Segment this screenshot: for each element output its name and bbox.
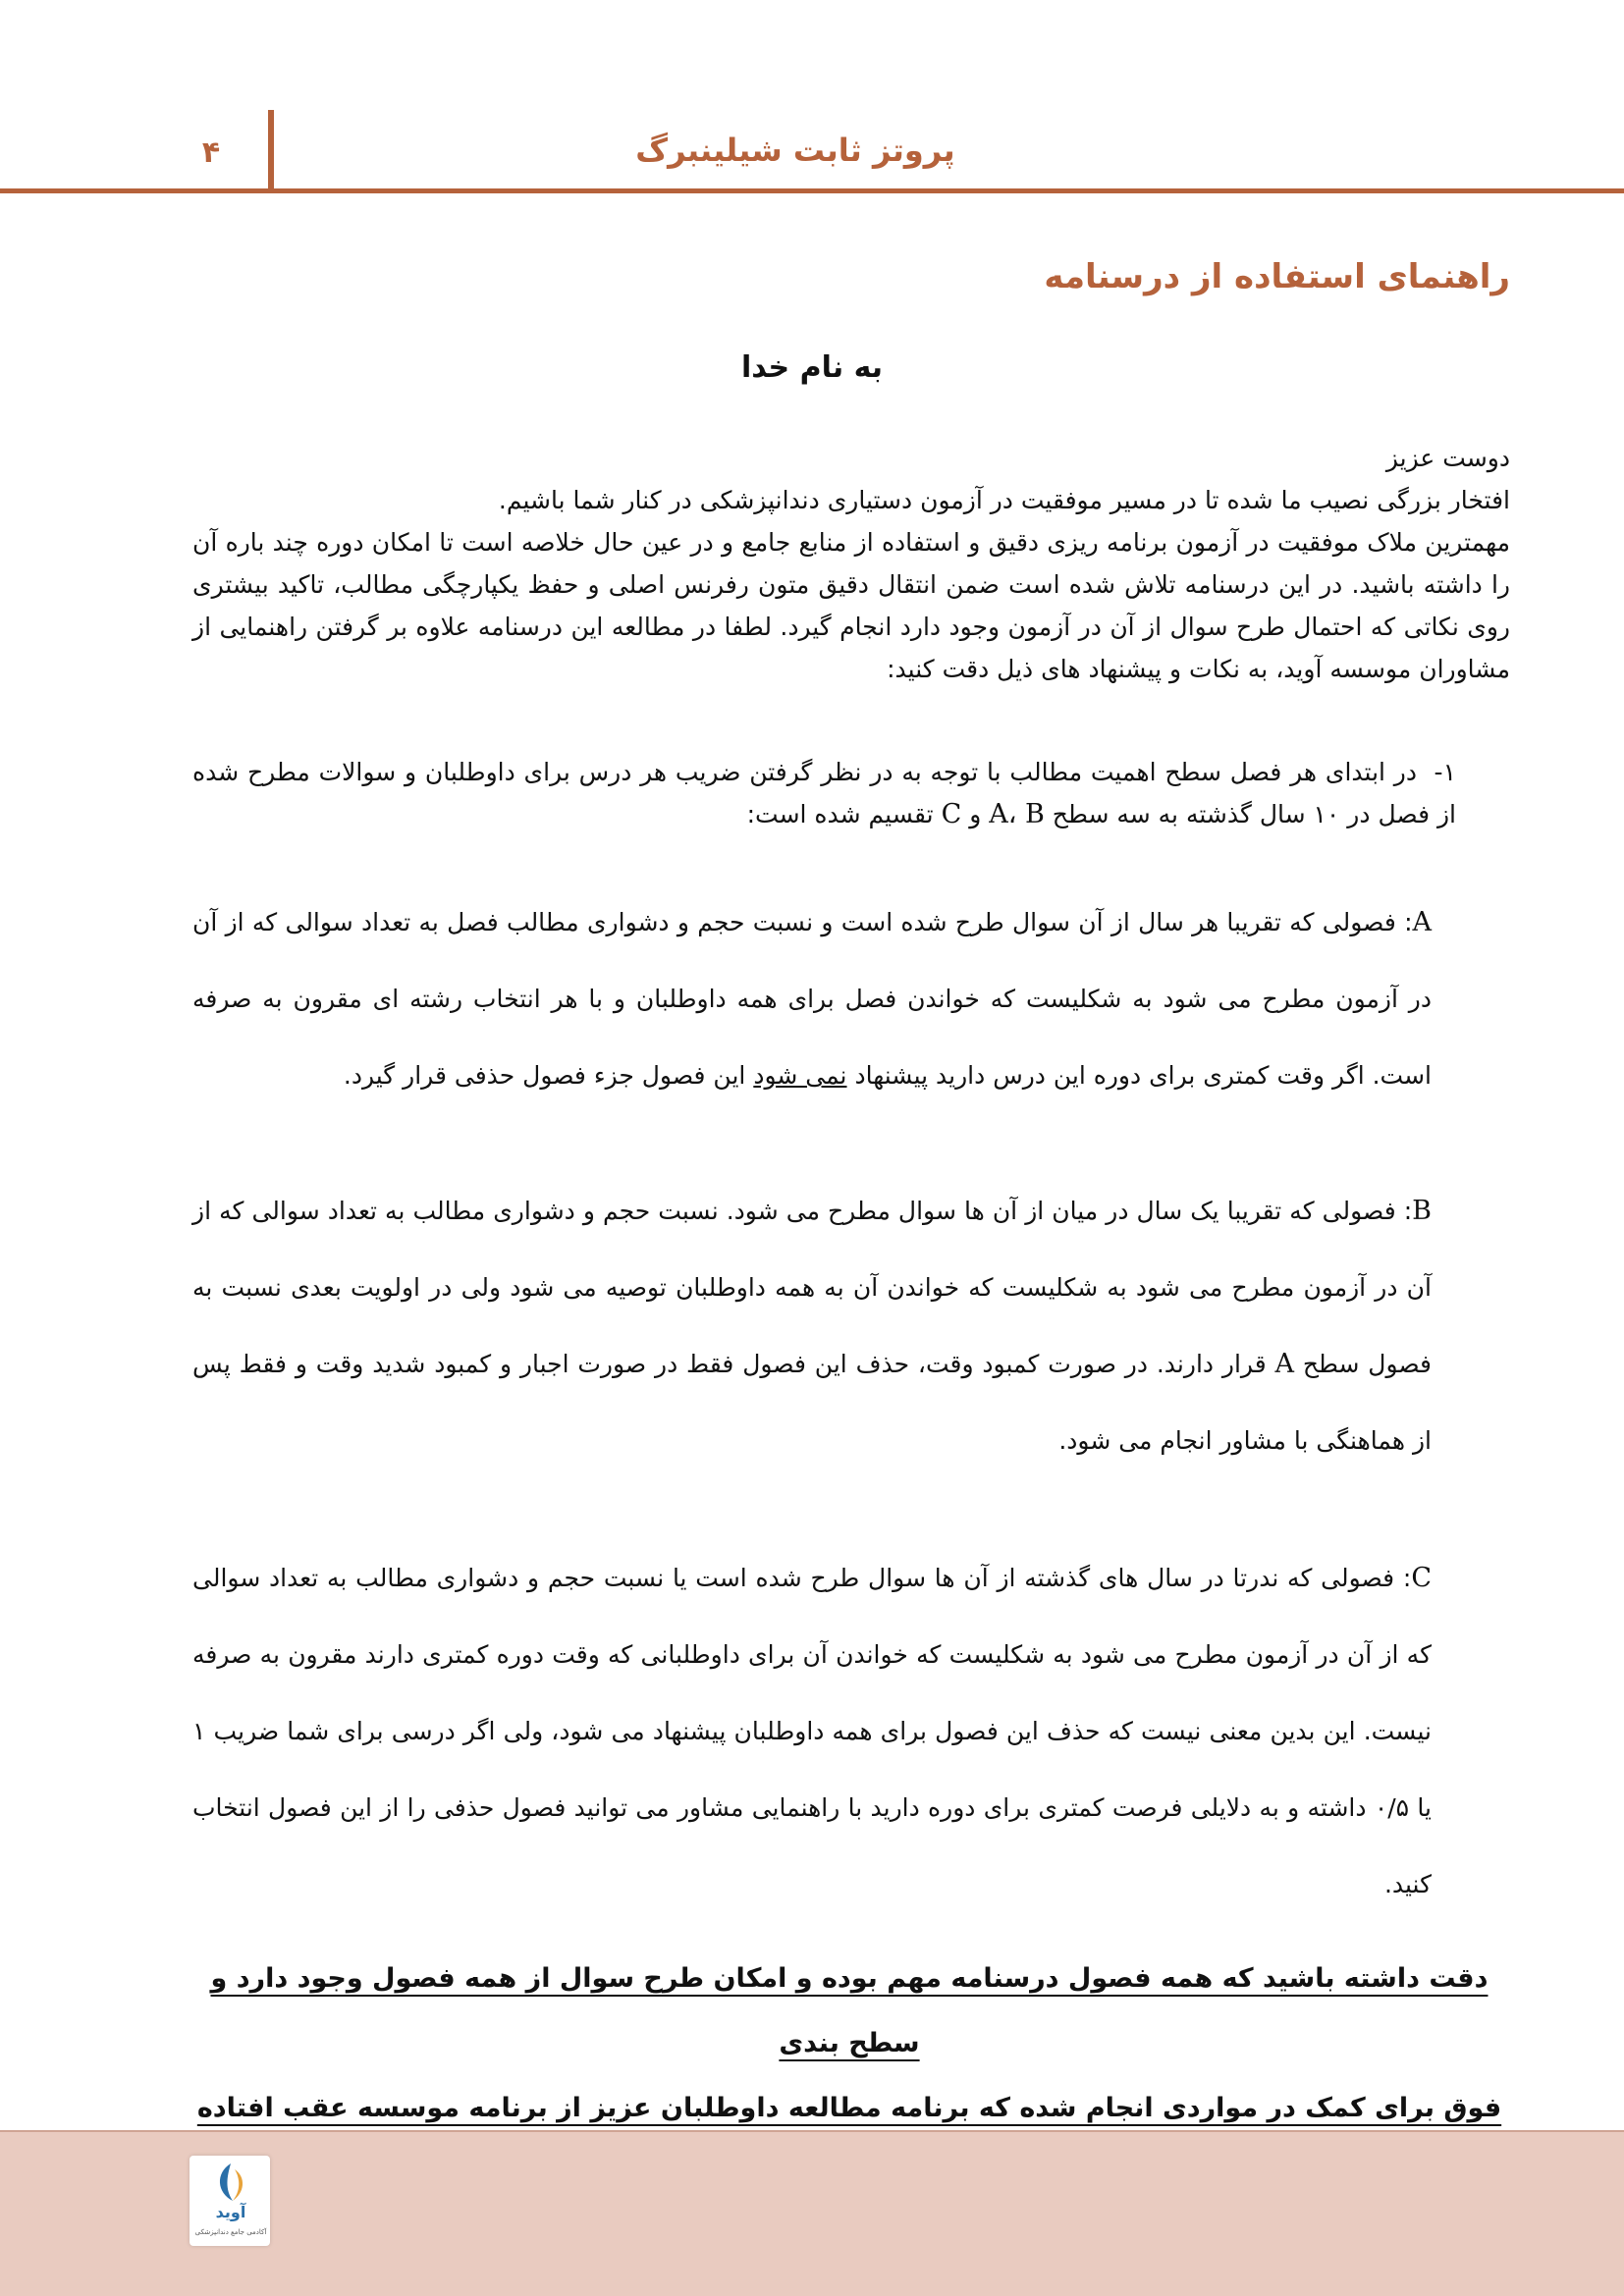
header-divider	[268, 110, 274, 190]
item1-and: و	[961, 800, 990, 828]
note-line-2: فوق برای کمک در مواردی انجام شده که برنامه مطالعه داوطلبان عزیز از برنامه موسسه عقب افتاده	[196, 2093, 1502, 2123]
level-c-letter: C	[1411, 1563, 1432, 1593]
header-rule	[0, 188, 1624, 193]
level-a-paragraph	[192, 884, 1432, 1114]
level-b-letter: B	[1412, 1196, 1432, 1226]
intro-block	[192, 437, 1510, 690]
greeting: دوست عزیز	[1385, 444, 1510, 472]
intro-paragraph: مهمترین ملاک موفقیت در آزمون برنامه ریزی دقیق و استفاده از منابع جامع و در عین حال خلاصه است تا امکان دوره چند باره آن را داشته باشید. در این درسنامه تلاش شده است ضمن انتقال دقیق متون رفرنس اصلی و حفظ یکپارچگی مطالب، تاکید بیشتری روی نکاتی که احتمال طرح سوال از آن در آزمون وجود دارد انجام گیرد. لطفا در مطالعه این درسنامه علاوه بر گرفتن راهنمایی از مشاوران موسسه آوید، به نکات و پیشنهاد های ذیل دقت کنید:	[192, 528, 1510, 683]
level-b-ref-a: A	[1274, 1349, 1294, 1379]
level-b-paragraph	[192, 1173, 1432, 1479]
level-a-block	[192, 884, 1432, 1114]
level-b-text1: : فصولی که تقریبا یک سال در میان از آن ها سوال مطرح می شود. نسبت حجم و دشواری مطالب به تعداد سوالی که از آن در آزمون مطرح می شود به شکلیست که خواندن آن به همه داوطلبان توصیه می شود ولی در اولویت بعدی نسبت به فصول سطح	[192, 1197, 1432, 1378]
level-c-block	[192, 1540, 1432, 1923]
list-item-1	[192, 751, 1510, 835]
level-c-label: C	[941, 799, 962, 829]
page-number: ۴	[201, 135, 221, 170]
note-line-1: دقت داشته باشید که همه فصول درسنامه مهم بوده و امکان طرح سوال از همه فصول وجود دارد و سطح بندی	[210, 1963, 1489, 2058]
level-b-block	[192, 1173, 1432, 1479]
item1-text-before: در ابتدای هر فصل سطح اهمیت مطالب با توجه به در نظر گرفتن ضریب هر درس برای داوطلبان و سوالات مطرح شده از فصل در ۱۰ سال گذشته به سه سطح	[192, 758, 1456, 828]
level-b-text2: قرار دارند. در صورت کمبود وقت، حذف این فصول فقط در صورت اجبار و کمبود شدید وقت و فقط پس از هماهنگی با مشاور انجام می شود.	[192, 1350, 1432, 1455]
list-item-number: ۱-	[1434, 758, 1456, 786]
section-heading: راهنمای استفاده از درسنامه	[1044, 257, 1510, 296]
level-a-text1: : فصولی که تقریبا هر سال از آن سوال طرح شده است و نسبت حجم و دشواری مطالب فصل به تعداد سوالی که از آن در آزمون مطرح می شود به شکلیست که خواندن فصل برای همه داوطلبان و با هر انتخاب رشته ای مقرون به صرفه است. اگر وقت کمتری برای دوره این درس دارید پیشنهاد	[192, 908, 1432, 1090]
logo-text: آوید	[215, 2203, 246, 2221]
level-a-text2: این فصول جزء فصول حذفی قرار گیرد.	[343, 1061, 754, 1090]
level-c-text: : فصولی که ندرتا در سال های گذشته از آن ها سوال طرح شده است یا نسبت حجم و دشواری مطالب به تعداد سوالی که از آن در آزمون مطرح می شود به شکلیست که خواندن آن برای داوطلبانی که وقت دوره کمتری دارند مقرون به صرفه نیست. این بدین معنی نیست که حذف این فصول برای همه داوطلبان پیشنهاد می شود، ولی اگر درسی برای شما ضریب ۱ یا ۰/۵ داشته و به دلایلی فرصت کمتری برای دوره دارید با راهنمایی مشاور می توانید فصول حذفی را از این فصول انتخاب کنید.	[192, 1564, 1432, 1898]
flame-logo-icon	[195, 2160, 264, 2205]
avid-logo	[189, 2156, 270, 2246]
levels-ab: A، B	[989, 799, 1045, 829]
header-title: پروتز ثابت شیلینبرگ	[635, 132, 955, 169]
level-a-underlined: نمی شود	[753, 1061, 847, 1090]
list-item-1-text	[192, 751, 1510, 835]
level-c-paragraph	[192, 1540, 1432, 1923]
invocation: به نام خدا	[740, 350, 884, 385]
intro-line: افتخار بزرگی نصیب ما شده تا در مسیر موفقیت در آزمون دستیاری دندانپزشکی در کنار شما باشیم.	[498, 486, 1510, 514]
level-a-letter: A	[1412, 907, 1432, 937]
logo-subtext: آکادمی جامع دندانپزشکی	[194, 2228, 267, 2236]
page-header	[0, 0, 1624, 196]
item1-text-after: تقسیم شده است:	[746, 800, 942, 828]
